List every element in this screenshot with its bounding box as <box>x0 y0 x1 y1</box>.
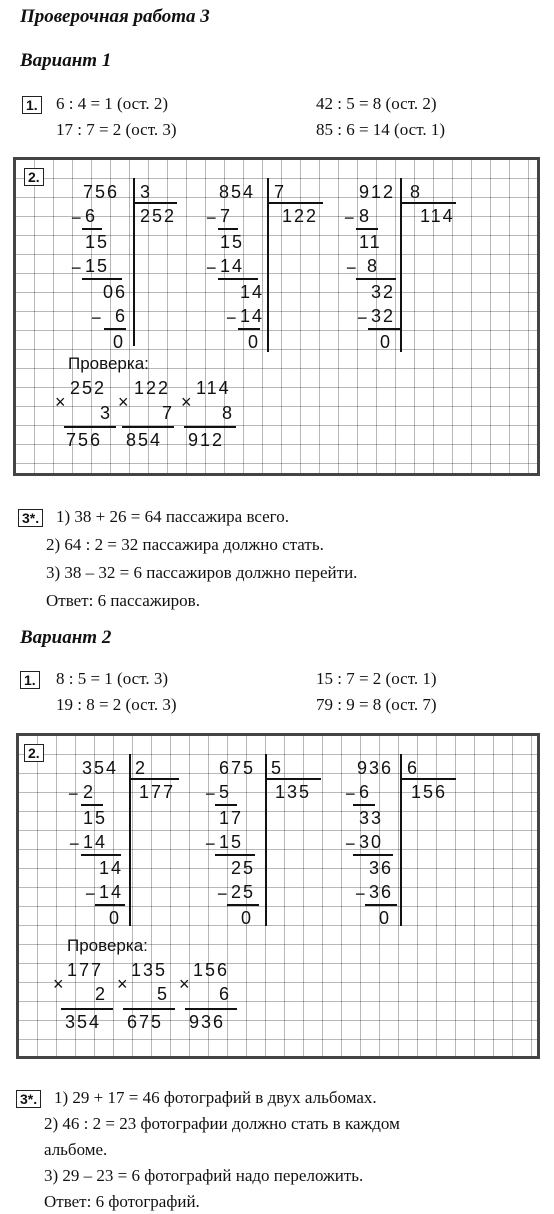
v1-task1-line: 17 : 7 = 2 (ост. 3) <box>56 120 177 139</box>
minus-sign: − <box>355 884 366 904</box>
v2-task3-line: 1) 29 + 17 = 46 фотографий в двух альбомах. <box>54 1088 377 1107</box>
remainder: 0 <box>380 332 393 352</box>
multiplicand: 252 <box>70 378 107 398</box>
divisor: 3 <box>140 182 153 202</box>
subtrahend: 6 <box>359 782 372 802</box>
remainder: 17 <box>219 808 244 828</box>
subtrahend: 8 <box>367 256 380 276</box>
times-sign: × <box>118 392 129 412</box>
quotient: 252 <box>140 206 177 226</box>
v1-task1-line: 6 : 4 = 1 (ост. 2) <box>56 94 169 113</box>
v2-task1-number: 1. <box>20 671 40 689</box>
remainder: 14 <box>240 282 265 302</box>
product: 854 <box>126 430 163 450</box>
multiplier: 8 <box>222 403 235 423</box>
remainder: 11 <box>359 232 382 252</box>
multiplier: 5 <box>157 984 170 1004</box>
minus-sign: − <box>345 834 356 854</box>
quotient: 135 <box>275 782 312 802</box>
subtrahend: 14 <box>240 306 265 326</box>
subtrahend: 14 <box>83 832 108 852</box>
minus-sign: − <box>205 834 216 854</box>
remainder: 0 <box>109 908 122 928</box>
remainder: 0 <box>113 332 126 352</box>
remainder: 0 <box>248 332 261 352</box>
remainder: 36 <box>369 858 394 878</box>
product: 912 <box>188 430 225 450</box>
minus-sign: − <box>217 884 228 904</box>
multiplicand: 122 <box>134 378 171 398</box>
subtrahend: 2 <box>83 782 96 802</box>
minus-sign: − <box>71 208 82 228</box>
minus-sign: − <box>205 784 216 804</box>
remainder: 32 <box>371 282 396 302</box>
multiplicand: 114 <box>196 378 231 398</box>
remainder: 33 <box>359 808 384 828</box>
minus-sign: − <box>226 308 237 328</box>
v1-task1-line: 42 : 5 = 8 (ост. 2) <box>316 94 437 113</box>
minus-sign: − <box>68 784 79 804</box>
v2-task1-line: 19 : 8 = 2 (ост. 3) <box>56 695 177 714</box>
dividend: 756 <box>83 182 120 202</box>
quotient: 156 <box>411 782 448 802</box>
v1-task1-line: 85 : 6 = 14 (ост. 1) <box>316 120 446 139</box>
remainder: 25 <box>231 858 256 878</box>
multiplicand: 156 <box>193 960 230 980</box>
divisor: 7 <box>274 182 287 202</box>
dividend: 912 <box>359 182 396 202</box>
remainder: 0 <box>241 908 254 928</box>
minus-sign: − <box>357 308 368 328</box>
subtrahend: 6 <box>85 206 98 226</box>
v2-task3-number: 3*. <box>16 1090 41 1108</box>
product: 936 <box>189 1012 226 1032</box>
divisor: 8 <box>410 182 423 202</box>
subtrahend: 15 <box>85 256 110 276</box>
subtrahend: 36 <box>369 882 394 902</box>
remainder: 15 <box>83 808 108 828</box>
multiplier: 6 <box>219 984 232 1004</box>
subtrahend: 30 <box>359 832 384 852</box>
times-sign: × <box>181 392 192 412</box>
quotient: 177 <box>139 782 176 802</box>
product: 354 <box>65 1012 102 1032</box>
v2-task1-line: 15 : 7 = 2 (ост. 1) <box>316 669 437 688</box>
times-sign: × <box>53 974 64 994</box>
v1-task3-line: 1) 38 + 26 = 64 пассажира всего. <box>56 507 289 526</box>
multiplicand: 177 <box>67 960 104 980</box>
multiplicand: 135 <box>131 960 168 980</box>
subtrahend: 8 <box>359 206 372 226</box>
v1-task3-line: 2) 64 : 2 = 32 пассажира должно стать. <box>46 535 324 554</box>
check-label: Проверка: <box>68 354 149 373</box>
times-sign: × <box>179 974 190 994</box>
multiplier: 7 <box>162 403 175 423</box>
multiplier: 3 <box>100 403 113 423</box>
dividend: 675 <box>219 758 256 778</box>
times-sign: × <box>117 974 128 994</box>
subtrahend: 32 <box>371 306 396 326</box>
divisor: 5 <box>271 758 284 778</box>
subtrahend: 7 <box>220 206 233 226</box>
dividend: 854 <box>219 182 256 202</box>
minus-sign: − <box>85 884 96 904</box>
v2-task3-answer: Ответ: 6 фотографий. <box>44 1192 200 1211</box>
minus-sign: − <box>206 208 217 228</box>
minus-sign: − <box>345 784 356 804</box>
subtrahend: 5 <box>219 782 232 802</box>
product: 756 <box>66 430 103 450</box>
v1-task1-number: 1. <box>22 96 42 114</box>
minus-sign: − <box>346 258 357 278</box>
v1-task3-line: 3) 38 – 32 = 6 пассажиров должно перейти. <box>46 563 358 582</box>
remainder: 0 <box>379 908 392 928</box>
v2-task1-line: 8 : 5 = 1 (ост. 3) <box>56 669 169 688</box>
dividend: 936 <box>357 758 394 778</box>
times-sign: × <box>55 392 66 412</box>
minus-sign: − <box>71 258 82 278</box>
v2-task3-line: альбоме. <box>44 1140 108 1159</box>
v2-task2-number: 2. <box>24 744 44 762</box>
multiplier: 2 <box>95 984 108 1004</box>
v1-task3-answer: Ответ: 6 пассажиров. <box>46 591 200 610</box>
subtrahend: 14 <box>99 882 124 902</box>
minus-sign: − <box>206 258 217 278</box>
remainder: 15 <box>85 232 110 252</box>
divisor: 6 <box>407 758 420 778</box>
remainder: 15 <box>220 232 245 252</box>
dividend: 354 <box>82 758 119 778</box>
remainder: 06 <box>103 282 128 302</box>
minus-sign: − <box>91 308 102 328</box>
quotient: 114 <box>420 206 455 226</box>
minus-sign: − <box>69 834 80 854</box>
product: 675 <box>127 1012 164 1032</box>
v1-task2-number: 2. <box>24 168 44 186</box>
v2-task3-line: 3) 29 – 23 = 6 фотографий надо переложить. <box>44 1166 364 1185</box>
v1-task2-grid <box>13 157 540 476</box>
variant-2-title: Вариант 2 <box>20 627 112 648</box>
subtrahend: 6 <box>115 306 128 326</box>
subtrahend: 25 <box>231 882 256 902</box>
divisor: 2 <box>135 758 148 778</box>
quotient: 122 <box>282 206 319 226</box>
minus-sign: − <box>344 208 355 228</box>
check-label: Проверка: <box>67 936 148 955</box>
subtrahend: 15 <box>219 832 244 852</box>
v2-task3-line: 2) 46 : 2 = 23 фотографии должно стать в каждом <box>44 1114 400 1133</box>
variant-1-title: Вариант 1 <box>20 50 112 71</box>
v2-task2-grid <box>16 733 540 1059</box>
subtrahend: 14 <box>220 256 245 276</box>
remainder: 14 <box>99 858 124 878</box>
page-title: Проверочная работа 3 <box>20 6 210 27</box>
v1-task3-number: 3*. <box>18 509 43 527</box>
v2-task1-line: 79 : 9 = 8 (ост. 7) <box>316 695 437 714</box>
